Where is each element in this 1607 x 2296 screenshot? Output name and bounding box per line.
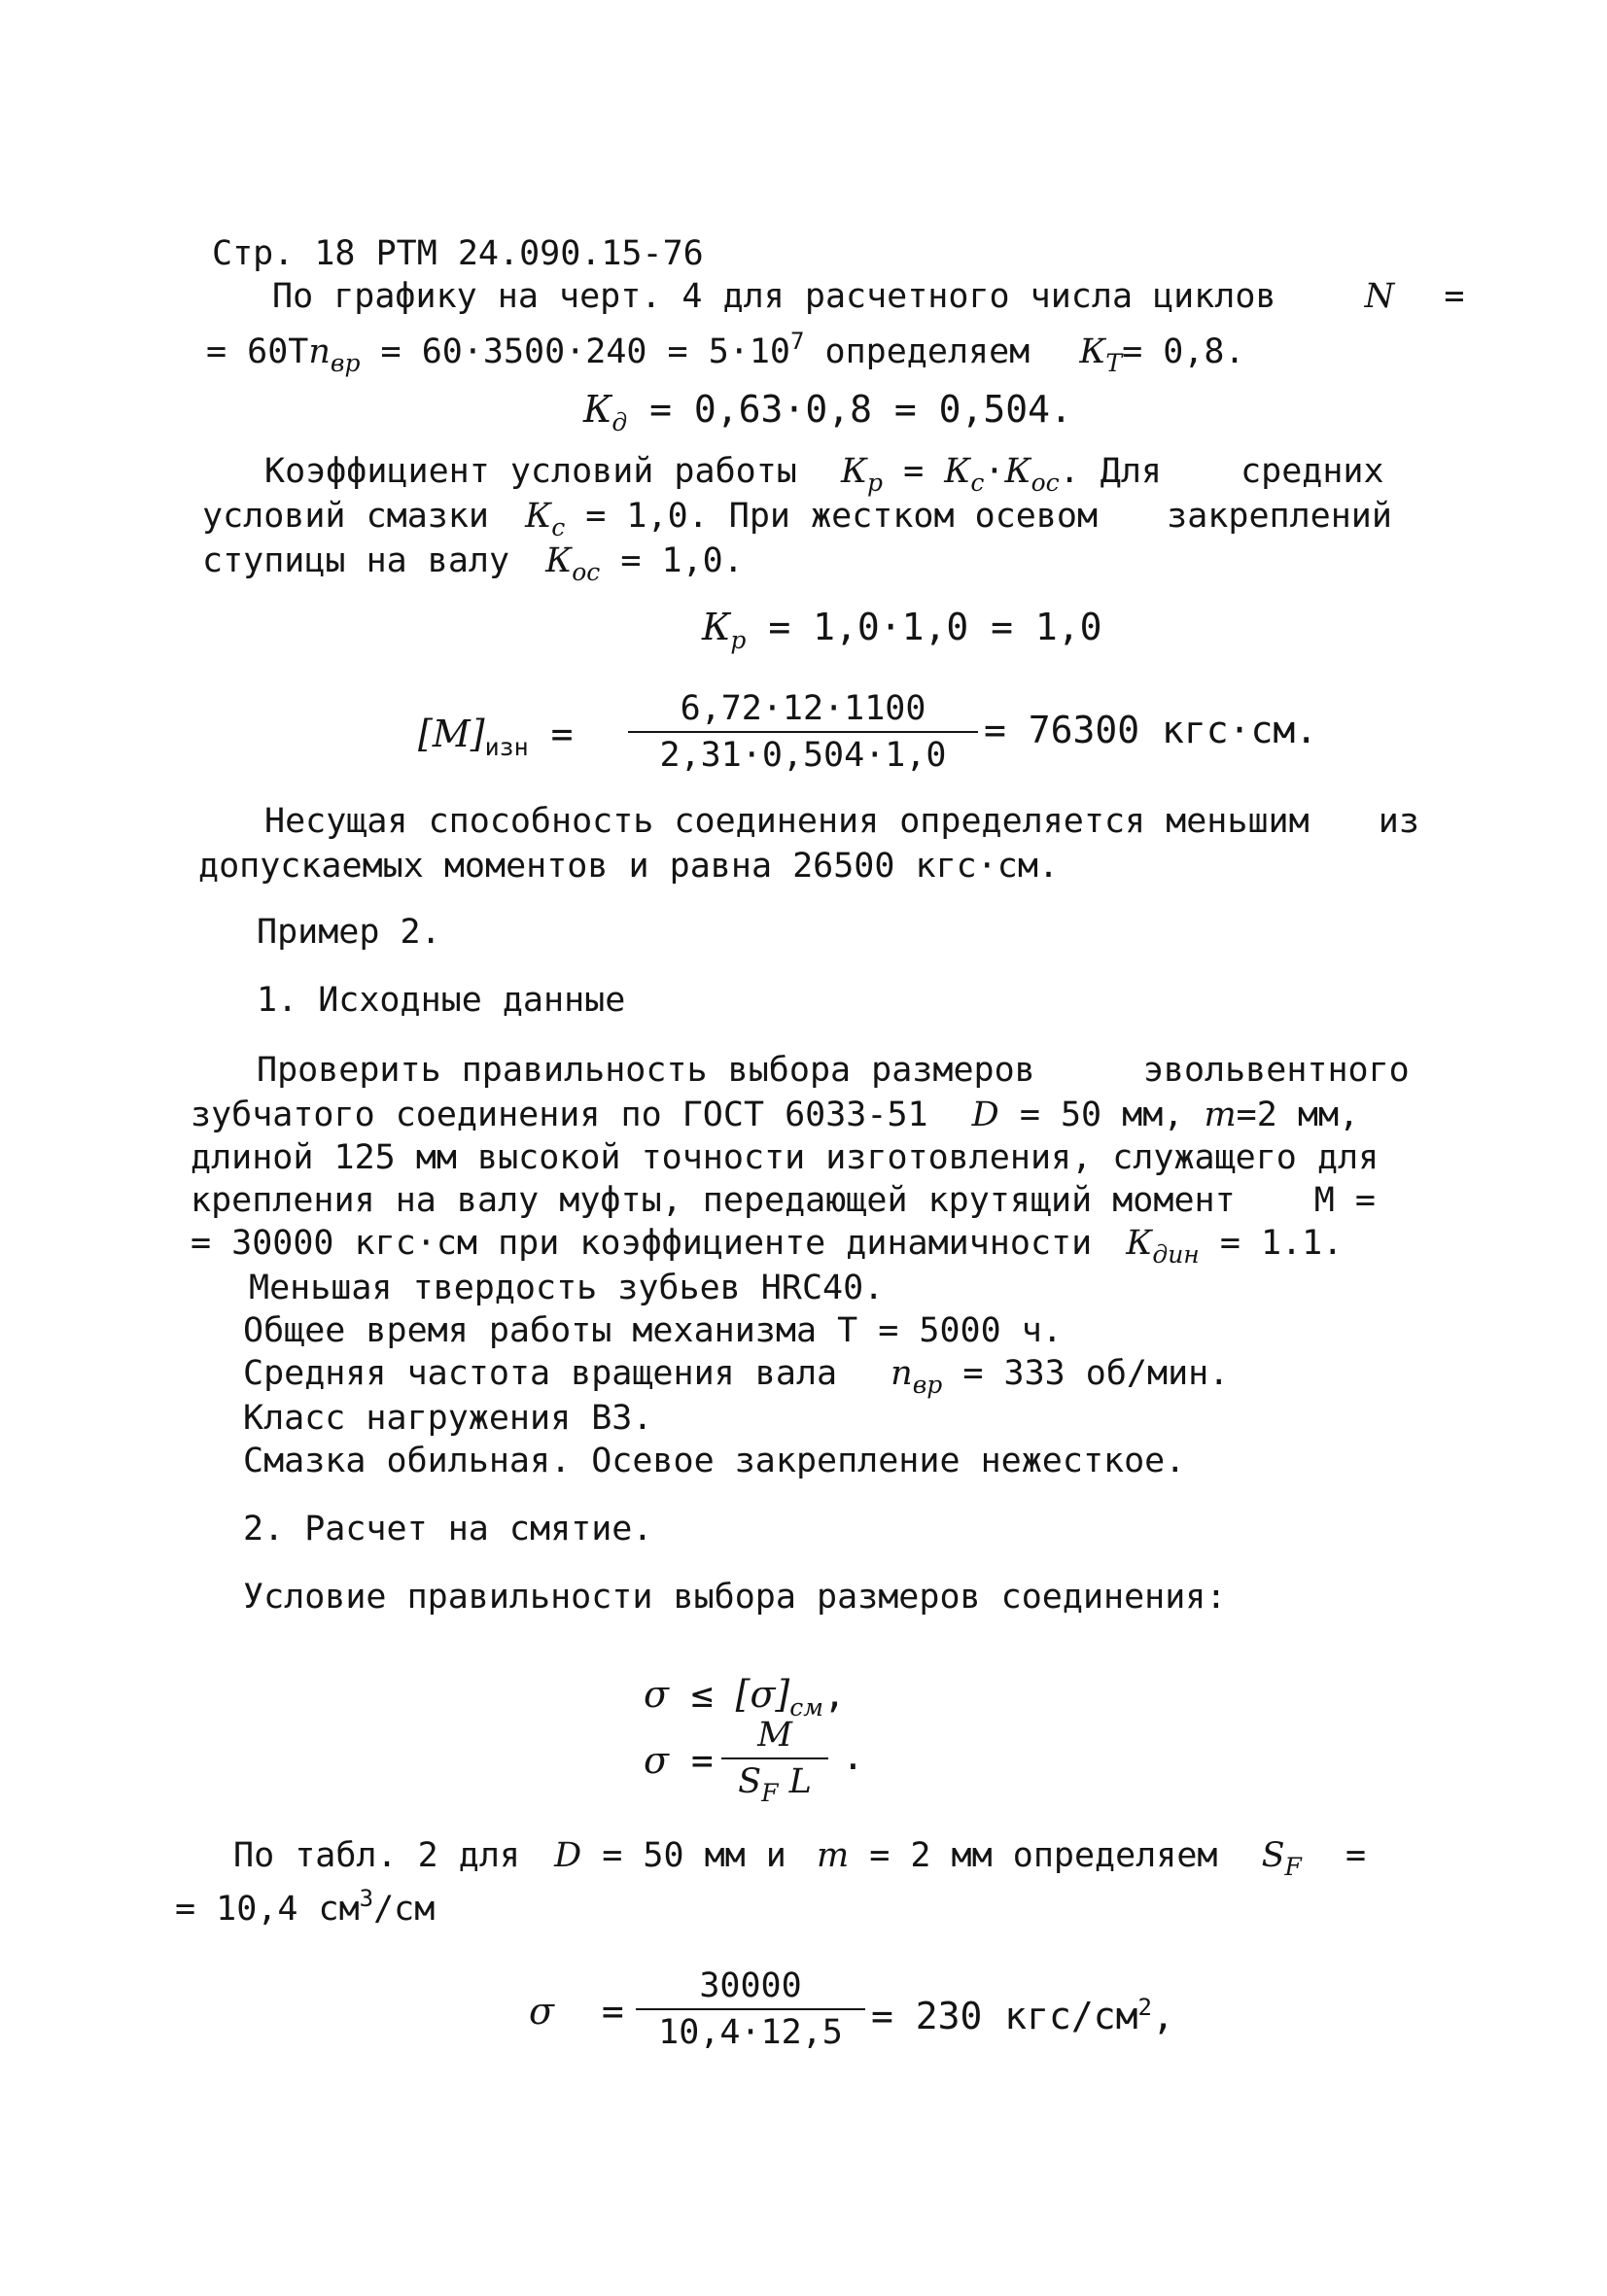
paragraph-4-line-2 (191, 1095, 1359, 1135)
fraction-m-izn (628, 688, 978, 776)
text: = 1,0. (620, 541, 744, 580)
text: средних (1240, 452, 1384, 491)
variable-n: n (308, 332, 331, 371)
list-item: Общее время работы механизма Т = 5000 ч. (243, 1311, 1063, 1350)
variable-sigma: σ (644, 1673, 669, 1716)
variable-sigma: σ (529, 1990, 554, 2033)
equation-kp (702, 607, 1102, 661)
example-heading: Пример 2. (257, 913, 441, 952)
variable-S: S (738, 1762, 762, 1801)
variable-K: К (702, 606, 731, 648)
subscript: с (970, 469, 985, 497)
text: = 60Т (206, 332, 309, 371)
subscript: дин (1152, 1240, 1200, 1269)
text: условий смазки (202, 497, 490, 536)
equation-m-izn-rhs: = 76300 кгс·см. (984, 709, 1318, 751)
variable-K: К (944, 452, 971, 491)
bracket-M: [М] (418, 713, 485, 755)
equation-kd (583, 389, 1072, 443)
variable-D: D (971, 1096, 999, 1134)
text: = 1.1. (1219, 1224, 1344, 1263)
text: = 50 мм, (1019, 1096, 1184, 1134)
subscript: F (761, 1779, 779, 1807)
text: = 1,0. При жестком осевом (585, 497, 1099, 536)
variable-n: n (891, 1354, 913, 1393)
paragraph-4-line-1 (257, 1050, 1410, 1091)
paragraph-4-line-4 (191, 1180, 1376, 1221)
variable-D: D (554, 1836, 582, 1875)
text: = 10,4 см (175, 1890, 360, 1929)
text: крепления на валу муфты, передающей крутящий момент (191, 1181, 1236, 1220)
text: = 1,0·1,0 = 1,0 (768, 606, 1102, 648)
superscript: 3 (359, 1885, 374, 1912)
text: = 50 мм и (602, 1836, 786, 1875)
equation-m-izn-lhs (418, 713, 574, 768)
text: определяем (824, 332, 1031, 371)
paragraph-1-line-1 (272, 276, 1464, 317)
subscript: ос (572, 558, 601, 586)
variable-L: L (788, 1762, 812, 1801)
subscript: вр (330, 349, 361, 377)
equation-sigma-result-rhs (871, 1987, 1174, 2036)
subscript: с (551, 513, 566, 541)
subscript: изн (484, 733, 529, 761)
text: = 30000 кгс·см при коэффициенте динамичности (191, 1224, 1093, 1263)
text: =2 мм, (1236, 1096, 1360, 1134)
variable-m: m (816, 1836, 850, 1875)
denominator: 10,4·12,5 (658, 2013, 843, 2052)
text: эвольвентного (1142, 1051, 1410, 1090)
numerator: М (721, 1715, 828, 1759)
variable-S: S (1261, 1836, 1285, 1875)
variable-m: m (1204, 1096, 1237, 1134)
variable-K: К (525, 497, 552, 536)
denominator: 2,31·0,504·1,0 (659, 736, 947, 775)
equation-sigma-result-lhs (529, 1991, 624, 2032)
paragraph-3-line-2: допускаемых моментов и равна 26500 кгс·см. (198, 847, 1060, 886)
subscript: F (1284, 1853, 1302, 1881)
fraction-sigma-result (636, 1966, 865, 2053)
page-header: Стр. 18 РТМ 24.090.15-76 (212, 234, 704, 273)
text: закреплений (1167, 497, 1392, 536)
variable-K: К (545, 541, 573, 580)
paragraph-2-line-3 (202, 540, 744, 593)
paragraph-1-line-2 (206, 321, 1245, 384)
subscript: вр (912, 1371, 943, 1399)
text: = (601, 1990, 624, 2033)
list-item: Класс нагружения В3. (243, 1399, 653, 1438)
text: /см (373, 1890, 436, 1929)
paragraph-3-line-1 (264, 801, 1419, 842)
text: = 60·3500·240 = 5·10 (380, 332, 790, 371)
superscript: 7 (789, 328, 805, 355)
text: По табл. 2 для (233, 1836, 521, 1875)
variable-sigma: σ (644, 1739, 669, 1782)
text: = 230 кгс/см (871, 1995, 1138, 2037)
variable-K: К (583, 388, 612, 431)
paragraph-4-line-3: длиной 125 мм высокой точности изготовления, служащего для (191, 1138, 1380, 1177)
text: Проверить правильность выбора размеров (257, 1051, 1035, 1090)
text: , (1152, 1995, 1174, 2037)
text: = 2 мм определяем (869, 1836, 1218, 1875)
text: Несущая способность соединения определяется меньшим (264, 802, 1310, 841)
bracket-sigma: [σ] (735, 1673, 790, 1716)
superscript: 2 (1137, 1994, 1152, 2021)
text: Средняя частота вращения вала (243, 1354, 838, 1393)
text: = (690, 1739, 714, 1782)
list-item: Смазка обильная. Осевое закрепление нежесткое. (243, 1442, 1186, 1480)
text: = (550, 713, 574, 755)
text: . Для (1059, 452, 1162, 491)
variable-K: К (1004, 452, 1031, 491)
text: = (1345, 1836, 1367, 1875)
text: = 0,63·0,8 = 0,504. (649, 388, 1072, 431)
text: зубчатого соединения по ГОСТ 6033-51 (191, 1096, 928, 1134)
subscript: д (611, 408, 628, 436)
list-item: Меньшая твердость зубьев HRC40. (249, 1269, 885, 1307)
equation-sigma-end: . (842, 1735, 864, 1778)
condition-text: Условие правильности выбора размеров соединения: (243, 1578, 1227, 1617)
equation-sigma-lhs (644, 1740, 714, 1781)
variable-N: N (1364, 277, 1395, 316)
text: = (1444, 277, 1465, 316)
text: М = (1313, 1181, 1376, 1220)
subscript: ос (1031, 469, 1060, 497)
variable-K: К (840, 452, 868, 491)
text: ступицы на валу (202, 541, 510, 580)
paragraph-5-line-2 (175, 1878, 435, 1930)
denominator (721, 1759, 828, 1814)
variable-K: К (1079, 332, 1106, 371)
variable-K: К (1126, 1224, 1153, 1263)
text: · (984, 452, 1005, 491)
text: из (1378, 802, 1419, 841)
text: = 0,8. (1122, 332, 1245, 371)
numerator: 6,72·12·1100 (628, 688, 978, 733)
text: = 333 об/мин. (962, 1354, 1230, 1393)
text: , (822, 1673, 846, 1716)
section-1-heading: 1. Исходные данные (257, 981, 626, 1020)
subscript: см (789, 1693, 823, 1722)
subscript: р (730, 626, 747, 654)
text: По графику на черт. 4 для расчетного числа циклов (272, 277, 1276, 316)
subscript: р (867, 469, 884, 497)
section-2-heading: 2. Расчет на смятие. (243, 1510, 653, 1548)
subscript: Т (1105, 349, 1123, 377)
numerator: 30000 (636, 1966, 865, 2010)
text: ≤ (690, 1673, 714, 1716)
fraction-sigma (721, 1715, 828, 1814)
text: = (903, 452, 925, 491)
text: Коэффициент условий работы (264, 452, 797, 491)
